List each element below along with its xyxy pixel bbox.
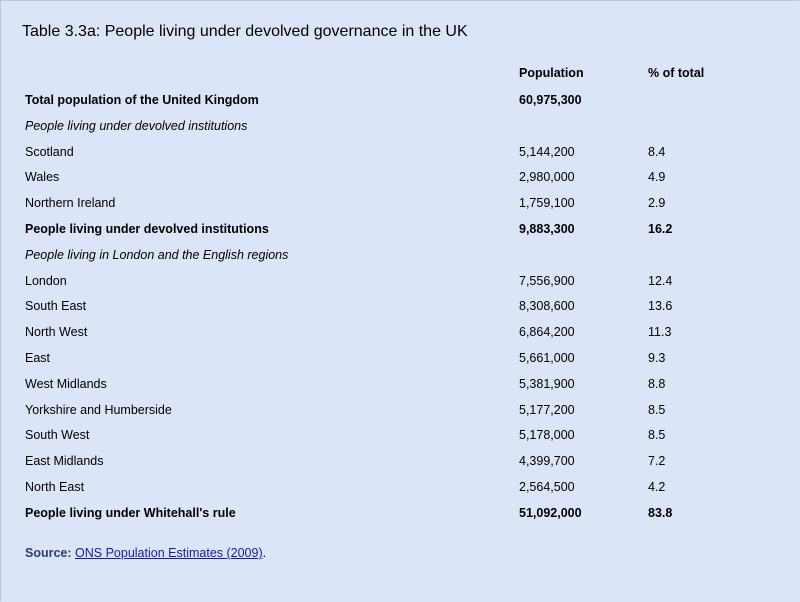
table-row [0,190,800,216]
row-population: 2,980,000 [519,170,575,185]
row-population: 5,144,200 [519,144,575,159]
row-label: East Midlands [25,454,104,469]
table-row [0,422,800,448]
source-note [25,544,266,562]
row-label: Total population of the United Kingdom [25,93,259,107]
row-label: West Midlands [25,376,107,391]
table-row [0,345,800,371]
table-row [0,500,800,526]
row-label: South West [25,428,90,443]
table-row [0,268,800,294]
section-heading-row [0,113,800,139]
table-row [0,139,800,165]
row-population: 1,759,100 [519,196,575,211]
source-trailing: . [262,546,267,560]
table-row [0,293,800,319]
row-percent: 12.4 [648,273,673,288]
row-percent: 8.4 [648,144,666,159]
row-percent: 83.8 [648,505,673,520]
row-population: 7,556,900 [519,273,575,288]
row-label: Northern Ireland [25,196,116,211]
row-percent: 9.3 [648,350,666,365]
row-percent: 8.5 [648,428,666,443]
row-percent: 4.2 [648,479,666,494]
row-label: Wales [25,170,60,185]
row-population: 8,308,600 [519,299,575,314]
row-label: People living under devolved institutions [25,118,248,133]
row-population: 9,883,300 [519,221,575,236]
row-percent: 11.3 [648,325,672,340]
row-label: People living under devolved institutions [25,221,269,236]
row-population: 60,975,300 [519,93,582,107]
row-population: 5,178,000 [519,428,575,443]
row-label: People living under Whitehall's rule [25,505,236,520]
table-body [0,87,800,526]
row-population: 5,177,200 [519,402,575,417]
row-label: South East [25,299,87,314]
table-row [0,371,800,397]
source-label: Source: [25,546,72,560]
row-percent: 8.5 [648,402,666,417]
row-percent: 7.2 [648,454,666,469]
table-row [0,87,800,113]
row-population: 6,864,200 [519,325,575,340]
row-label: Yorkshire and Humberside [25,402,172,417]
table-row [0,164,800,190]
table-row [0,397,800,423]
row-label: London [25,273,67,288]
column-header-percent: % of total [648,66,705,80]
row-percent: 16.2 [648,221,673,236]
row-percent: 13.6 [648,299,673,314]
row-population: 5,661,000 [519,350,575,365]
table-row [0,319,800,345]
row-population: 4,399,700 [519,454,575,469]
row-percent: 8.8 [648,376,666,391]
row-percent: 4.9 [648,170,666,185]
row-population: 5,381,900 [519,376,575,391]
column-header-population: Population [519,66,584,80]
row-label: People living in London and the English regions [25,247,289,262]
row-population: 2,564,500 [519,479,575,494]
source-link[interactable]: ONS Population Estimates (2009) [75,546,263,560]
row-label: Scotland [25,144,74,159]
row-population: 51,092,000 [519,505,582,520]
table-row [0,448,800,474]
row-percent: 2.9 [648,196,666,211]
row-label: East [25,350,51,365]
section-heading-row [0,242,800,268]
table-row [0,216,800,242]
row-label: North East [25,479,85,494]
table-title: Table 3.3a: People living under devolved governance in the UK [22,23,468,40]
row-label: North West [25,325,88,340]
table-row [0,474,800,500]
